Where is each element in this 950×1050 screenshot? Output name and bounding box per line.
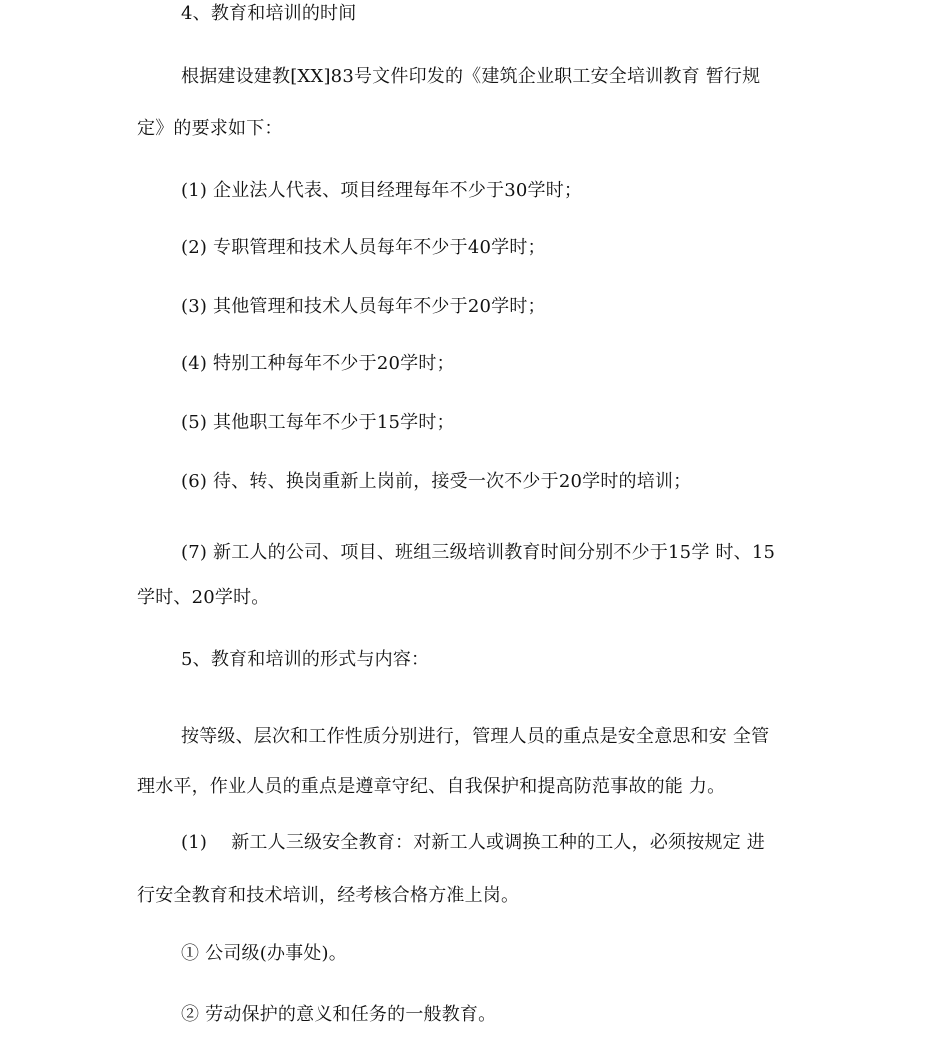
circled-item-1: ① 公司级(办事处)。 [181,943,347,964]
circled-item-2: ② 劳动保护的意义和任务的一般教育。 [181,1004,497,1025]
list-item-4: (4) 特别工种每年不少于20学时； [181,353,455,374]
list-item-3: (3) 其他管理和技术人员每年不少于20学时； [181,296,546,317]
list-item-5: (5) 其他职工每年不少于15学时； [181,412,455,433]
list-item-7-continuation: 学时、20学时。 [137,587,270,608]
section-heading-4: 4、教育和培训的时间 [181,3,357,24]
section-heading-5: 5、教育和培训的形式与内容： [181,649,430,670]
list-item-7: (7) 新工人的公司、项目、班组三级培训教育时间分别不少于15学 时、15 [181,542,776,563]
list-item-1: (1) 企业法人代表、项目经理每年不少于30学时； [181,180,583,201]
paragraph-form-line-1: 按等级、层次和工作性质分别进行，管理人员的重点是安全意思和安 全管 [181,726,770,747]
paragraph-basis-line-1: 根据建设建教[XX]83号文件印发的《建筑企业职工安全培训教育 暂行规 [181,66,761,87]
list-item-2: (2) 专职管理和技术人员每年不少于40学时； [181,237,546,258]
new-worker-education-line-1: (1) 新工人三级安全教育：对新工人或调换工种的工人，必须按规定 进 [181,832,765,853]
list-item-6: (6) 待、转、换岗重新上岗前，接受一次不少于20学时的培训； [181,471,692,492]
new-worker-education-line-2: 行安全教育和技术培训，经考核合格方准上岗。 [137,885,520,906]
paragraph-form-line-2: 理水平，作业人员的重点是遵章守纪、自我保护和提高防范事故的能 力。 [137,776,726,797]
paragraph-basis-line-2: 定》的要求如下： [137,118,283,139]
